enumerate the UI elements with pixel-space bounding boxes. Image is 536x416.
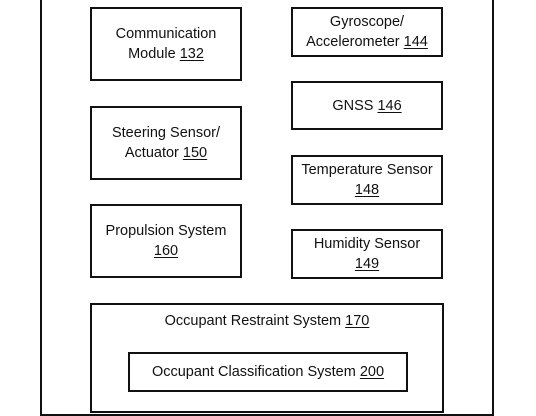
gyroscope-label-line1: Gyroscope/ [329,14,405,30]
gyroscope-label: Accelerometer [306,34,400,50]
gnss-label-line [332,96,401,116]
gyroscope-label-line2 [306,32,428,52]
humidity-sensor-label: Humidity Sensor [313,236,421,252]
gyroscope-block [291,7,443,57]
steering-sensor-ref: 150 [182,145,208,161]
occupant-classification-system-label: Occupant Classification System [151,364,356,380]
propulsion-system-label: Propulsion System [105,223,227,239]
occupant-restraint-system-label-line [165,311,370,331]
occupant-classification-system-label-line [152,362,384,382]
steering-sensor-block [90,106,242,180]
temperature-sensor-block [291,155,443,205]
humidity-sensor-ref: 149 [354,256,380,272]
gnss-label: GNSS [332,97,374,114]
communication-module-ref: 132 [179,46,204,62]
communication-module-label: Module [128,46,176,62]
communication-module-label-line2 [128,44,204,64]
steering-sensor-label: Actuator [124,145,179,161]
communication-module-block [90,7,242,81]
communication-module-label-line1: Communication [115,26,217,42]
occupant-restraint-system-ref: 170 [345,313,370,329]
occupant-classification-system-ref: 200 [359,364,385,380]
steering-sensor-label-line1: Steering Sensor/ [111,125,220,141]
temperature-sensor-ref: 148 [354,182,380,198]
steering-sensor-label-line2 [125,143,207,163]
propulsion-system-ref: 160 [153,243,179,259]
occupant-restraint-system-label: Occupant Restraint System [164,313,342,329]
humidity-sensor-block [291,229,443,279]
gnss-ref: 146 [377,97,402,114]
occupant-classification-system-block [128,352,408,392]
gyroscope-ref: 144 [403,34,428,50]
gnss-block [291,81,443,130]
temperature-sensor-label: Temperature Sensor [301,162,433,178]
propulsion-system-block [90,204,242,278]
occupant-restraint-system-block [90,303,444,413]
